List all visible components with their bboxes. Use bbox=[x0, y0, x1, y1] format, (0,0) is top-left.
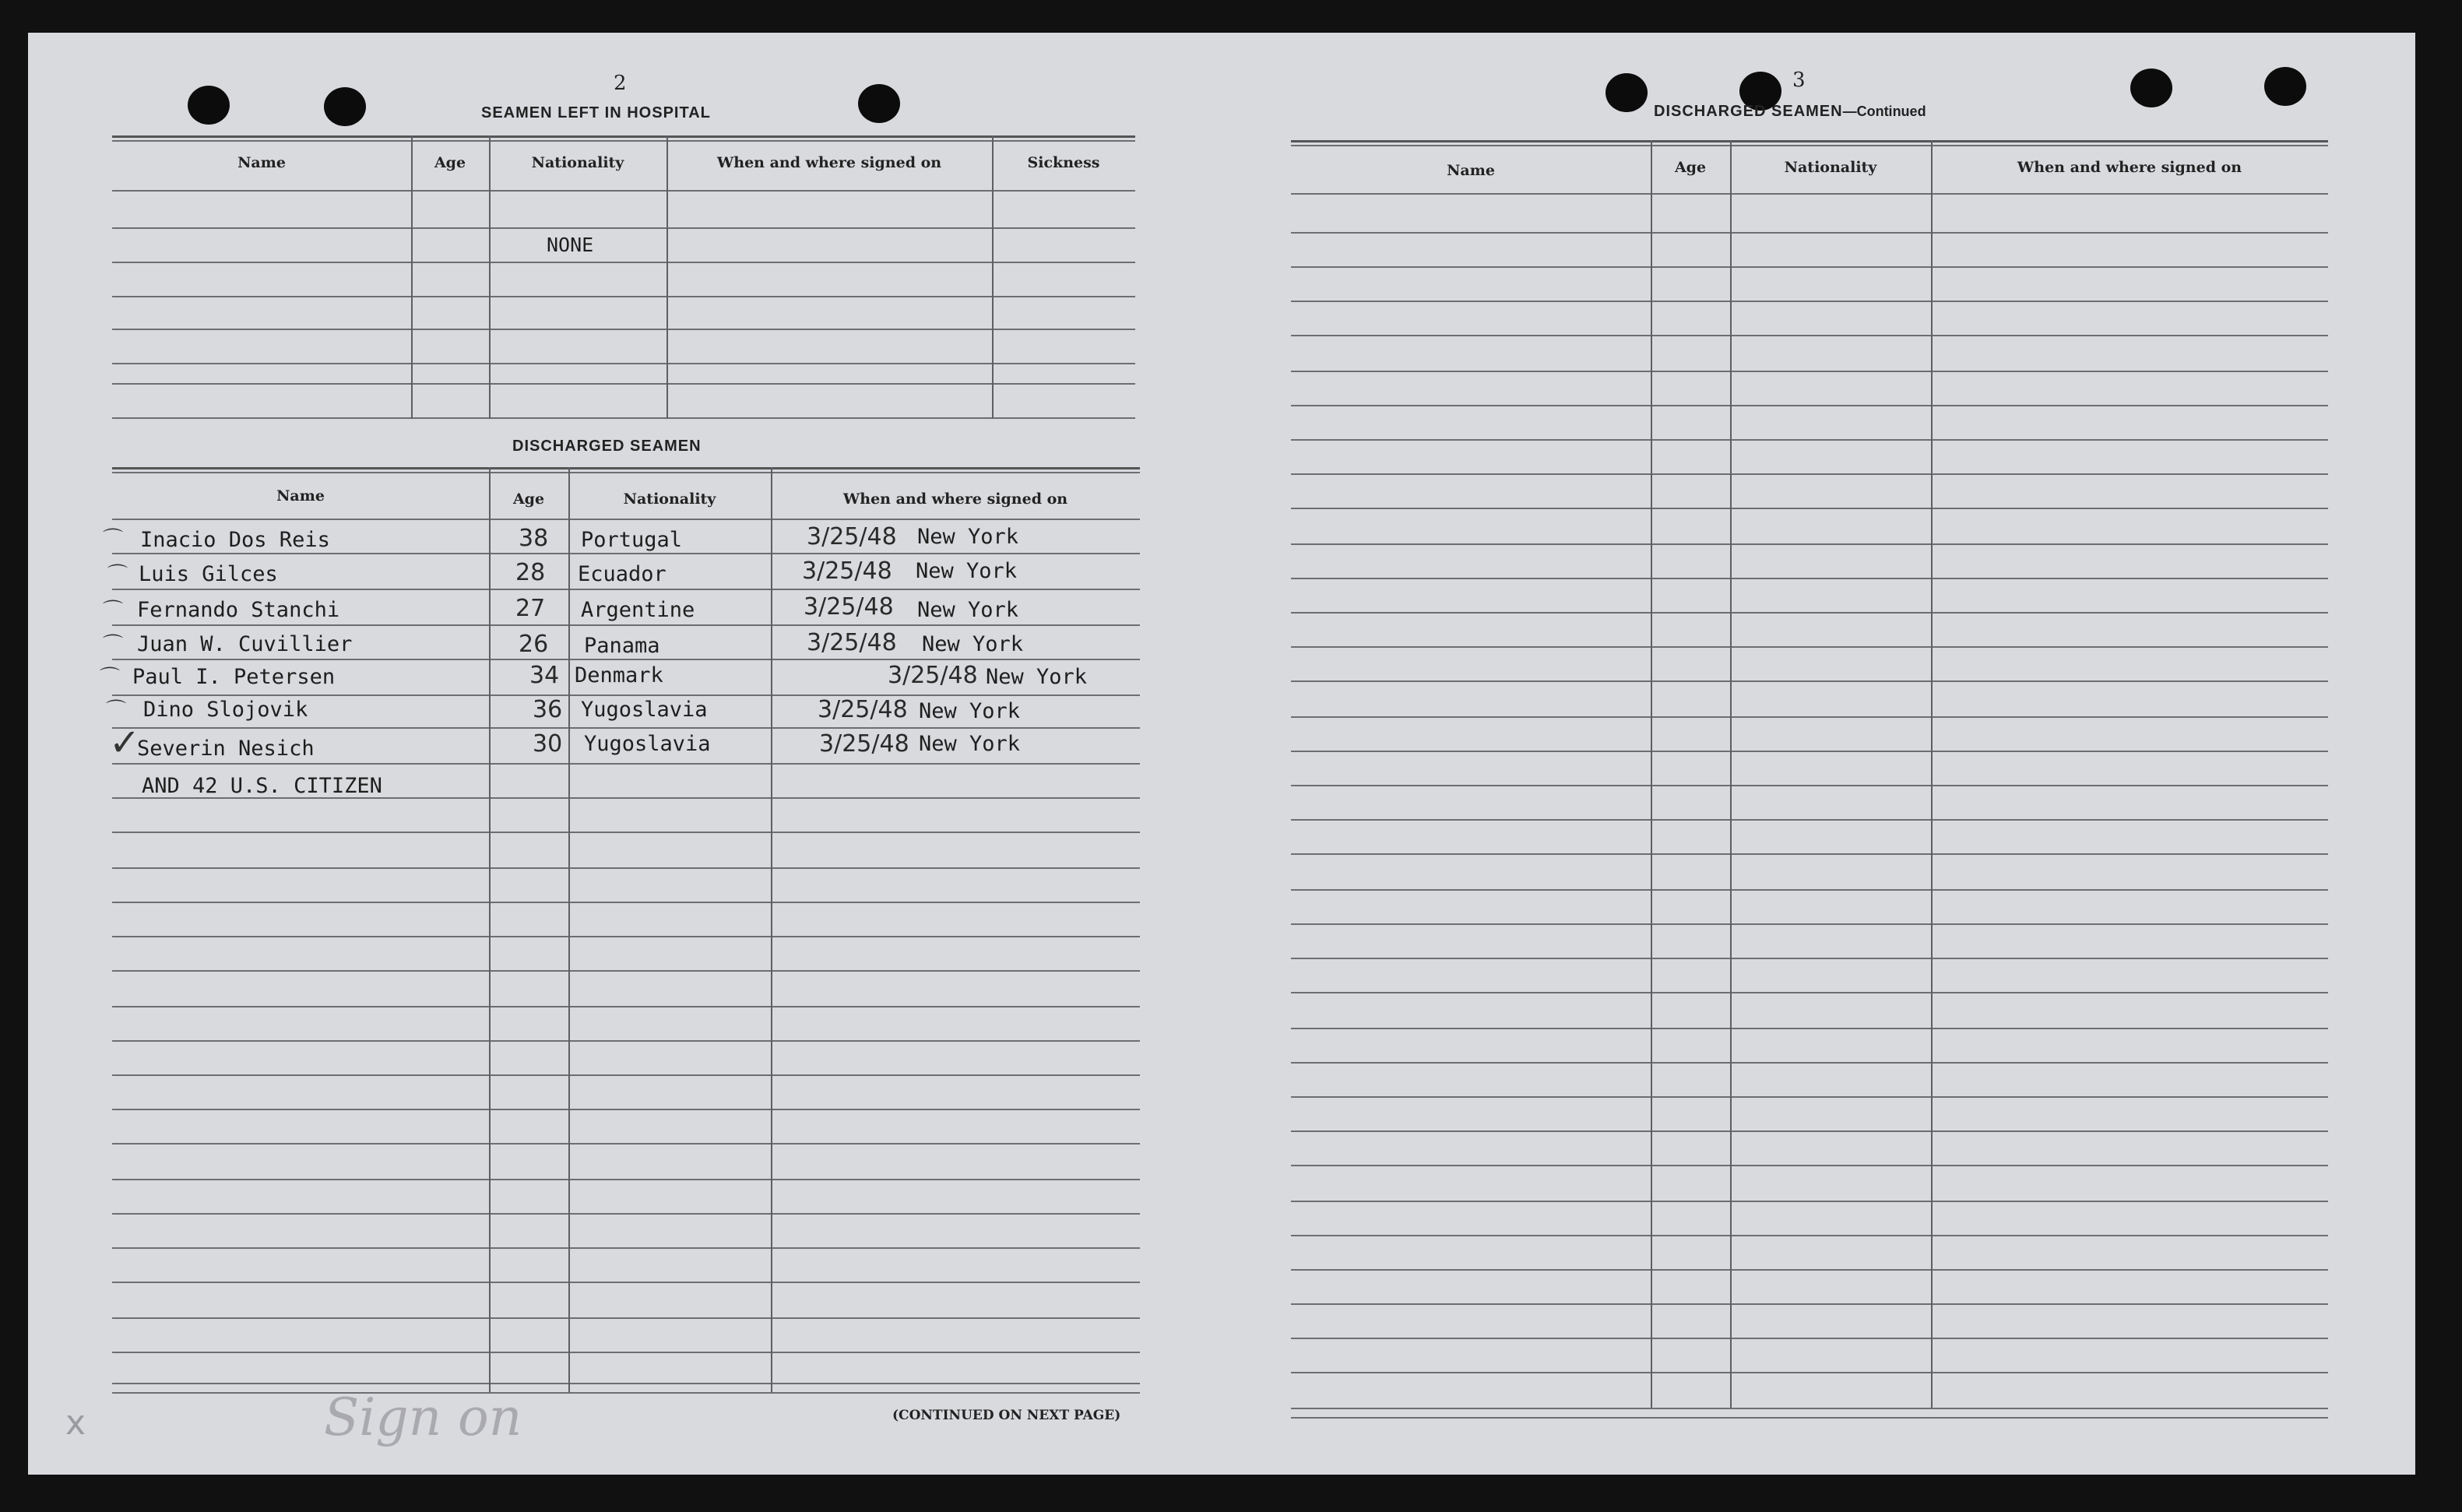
title-suffix: —Continued bbox=[1842, 104, 1926, 119]
discharged-col-signed-on: When and where signed on bbox=[842, 491, 1068, 508]
corner-x-mark: x bbox=[65, 1403, 86, 1443]
discharged-col-nationality: Nationality bbox=[623, 491, 716, 508]
continued-col-nationality: Nationality bbox=[1784, 159, 1877, 176]
discharged-continued-table bbox=[1291, 140, 2328, 1433]
signed-on-place: New York bbox=[919, 732, 1021, 756]
seaman-age: 36 bbox=[533, 696, 563, 723]
punch-hole bbox=[1606, 73, 1648, 112]
tick-mark-icon: ⌒ bbox=[103, 600, 124, 623]
seaman-nationality: Portugal bbox=[581, 528, 683, 552]
hospital-none-entry: NONE bbox=[547, 234, 594, 256]
signed-on-place: New York bbox=[916, 559, 1018, 583]
hospital-section-title: SEAMEN LEFT IN HOSPITAL bbox=[481, 104, 711, 121]
hospital-table bbox=[112, 135, 1135, 419]
seaman-name: Paul I. Petersen bbox=[132, 665, 336, 689]
signed-on-date: 3/25/48 bbox=[807, 629, 897, 656]
title-main: DISCHARGED SEAMEN bbox=[1654, 103, 1843, 120]
citizens-note: AND 42 U.S. CITIZEN bbox=[142, 774, 382, 798]
signed-on-date: 3/25/48 bbox=[819, 730, 909, 758]
seaman-name: Fernando Stanchi bbox=[137, 598, 340, 622]
signed-on-place: New York bbox=[917, 598, 1019, 622]
handwritten-sign-on: Sign on bbox=[324, 1387, 522, 1447]
punch-hole bbox=[324, 87, 366, 126]
signed-on-date: 3/25/48 bbox=[818, 696, 908, 723]
document-sheet bbox=[28, 33, 2415, 1475]
punch-hole bbox=[2130, 69, 2172, 107]
tick-mark-icon: ⌒ bbox=[107, 564, 128, 587]
page-number-right: 3 bbox=[1792, 69, 1806, 92]
signed-on-date: 3/25/48 bbox=[807, 523, 897, 550]
punch-hole bbox=[188, 86, 230, 125]
tick-mark-icon: ⌒ bbox=[103, 634, 124, 657]
seaman-age: 34 bbox=[529, 662, 560, 689]
signed-on-place: New York bbox=[922, 632, 1024, 656]
check-mark-icon: ✓ bbox=[109, 721, 141, 765]
seaman-nationality: Argentine bbox=[581, 598, 695, 622]
seaman-nationality: Ecuador bbox=[578, 562, 666, 586]
seaman-age: 30 bbox=[533, 730, 563, 758]
seaman-name: Dino Slojovik bbox=[143, 698, 308, 722]
seaman-age: 28 bbox=[515, 559, 546, 586]
continued-col-signed-on: When and where signed on bbox=[2017, 159, 2242, 176]
discharged-continued-title bbox=[1654, 103, 1926, 121]
seaman-age: 27 bbox=[515, 595, 546, 622]
punch-hole bbox=[858, 84, 900, 123]
seaman-nationality: Yugoslavia bbox=[581, 698, 708, 722]
signed-on-date: 3/25/48 bbox=[804, 593, 894, 621]
hospital-col-sickness: Sickness bbox=[1027, 154, 1100, 171]
hospital-col-signed-on: When and where signed on bbox=[716, 154, 942, 171]
tick-mark-icon: ⌒ bbox=[106, 699, 127, 723]
punch-hole bbox=[2264, 67, 2306, 106]
hospital-col-age: Age bbox=[434, 154, 466, 171]
signed-on-date: 3/25/48 bbox=[888, 662, 978, 689]
discharged-table bbox=[100, 467, 1140, 1433]
page-number-left: 2 bbox=[614, 72, 627, 95]
continued-footer: (CONTINUED ON NEXT PAGE) bbox=[892, 1408, 1121, 1423]
seaman-nationality: Yugoslavia bbox=[584, 732, 711, 756]
discharged-section-title: DISCHARGED SEAMEN bbox=[512, 438, 702, 455]
tick-mark-icon: ⌒ bbox=[103, 528, 124, 551]
seaman-name: Severin Nesich bbox=[137, 737, 315, 761]
signed-on-date: 3/25/48 bbox=[802, 557, 892, 585]
seaman-name: Luis Gilces bbox=[139, 562, 278, 586]
seaman-age: 26 bbox=[519, 631, 549, 658]
seaman-nationality: Denmark bbox=[575, 663, 663, 687]
seaman-name: Inacio Dos Reis bbox=[140, 528, 330, 552]
discharged-col-name: Name bbox=[276, 487, 325, 505]
hospital-col-name: Name bbox=[237, 154, 286, 171]
hospital-col-nationality: Nationality bbox=[531, 154, 624, 171]
signed-on-place: New York bbox=[986, 665, 1088, 689]
seaman-name: Juan W. Cuvillier bbox=[137, 632, 353, 656]
continued-col-age: Age bbox=[1674, 159, 1707, 176]
discharged-col-age: Age bbox=[512, 491, 545, 508]
seaman-age: 38 bbox=[519, 525, 549, 552]
signed-on-place: New York bbox=[917, 525, 1019, 549]
seaman-nationality: Panama bbox=[584, 634, 660, 658]
tick-mark-icon: ⌒ bbox=[100, 666, 121, 690]
continued-col-name: Name bbox=[1447, 162, 1495, 179]
signed-on-place: New York bbox=[919, 699, 1021, 723]
